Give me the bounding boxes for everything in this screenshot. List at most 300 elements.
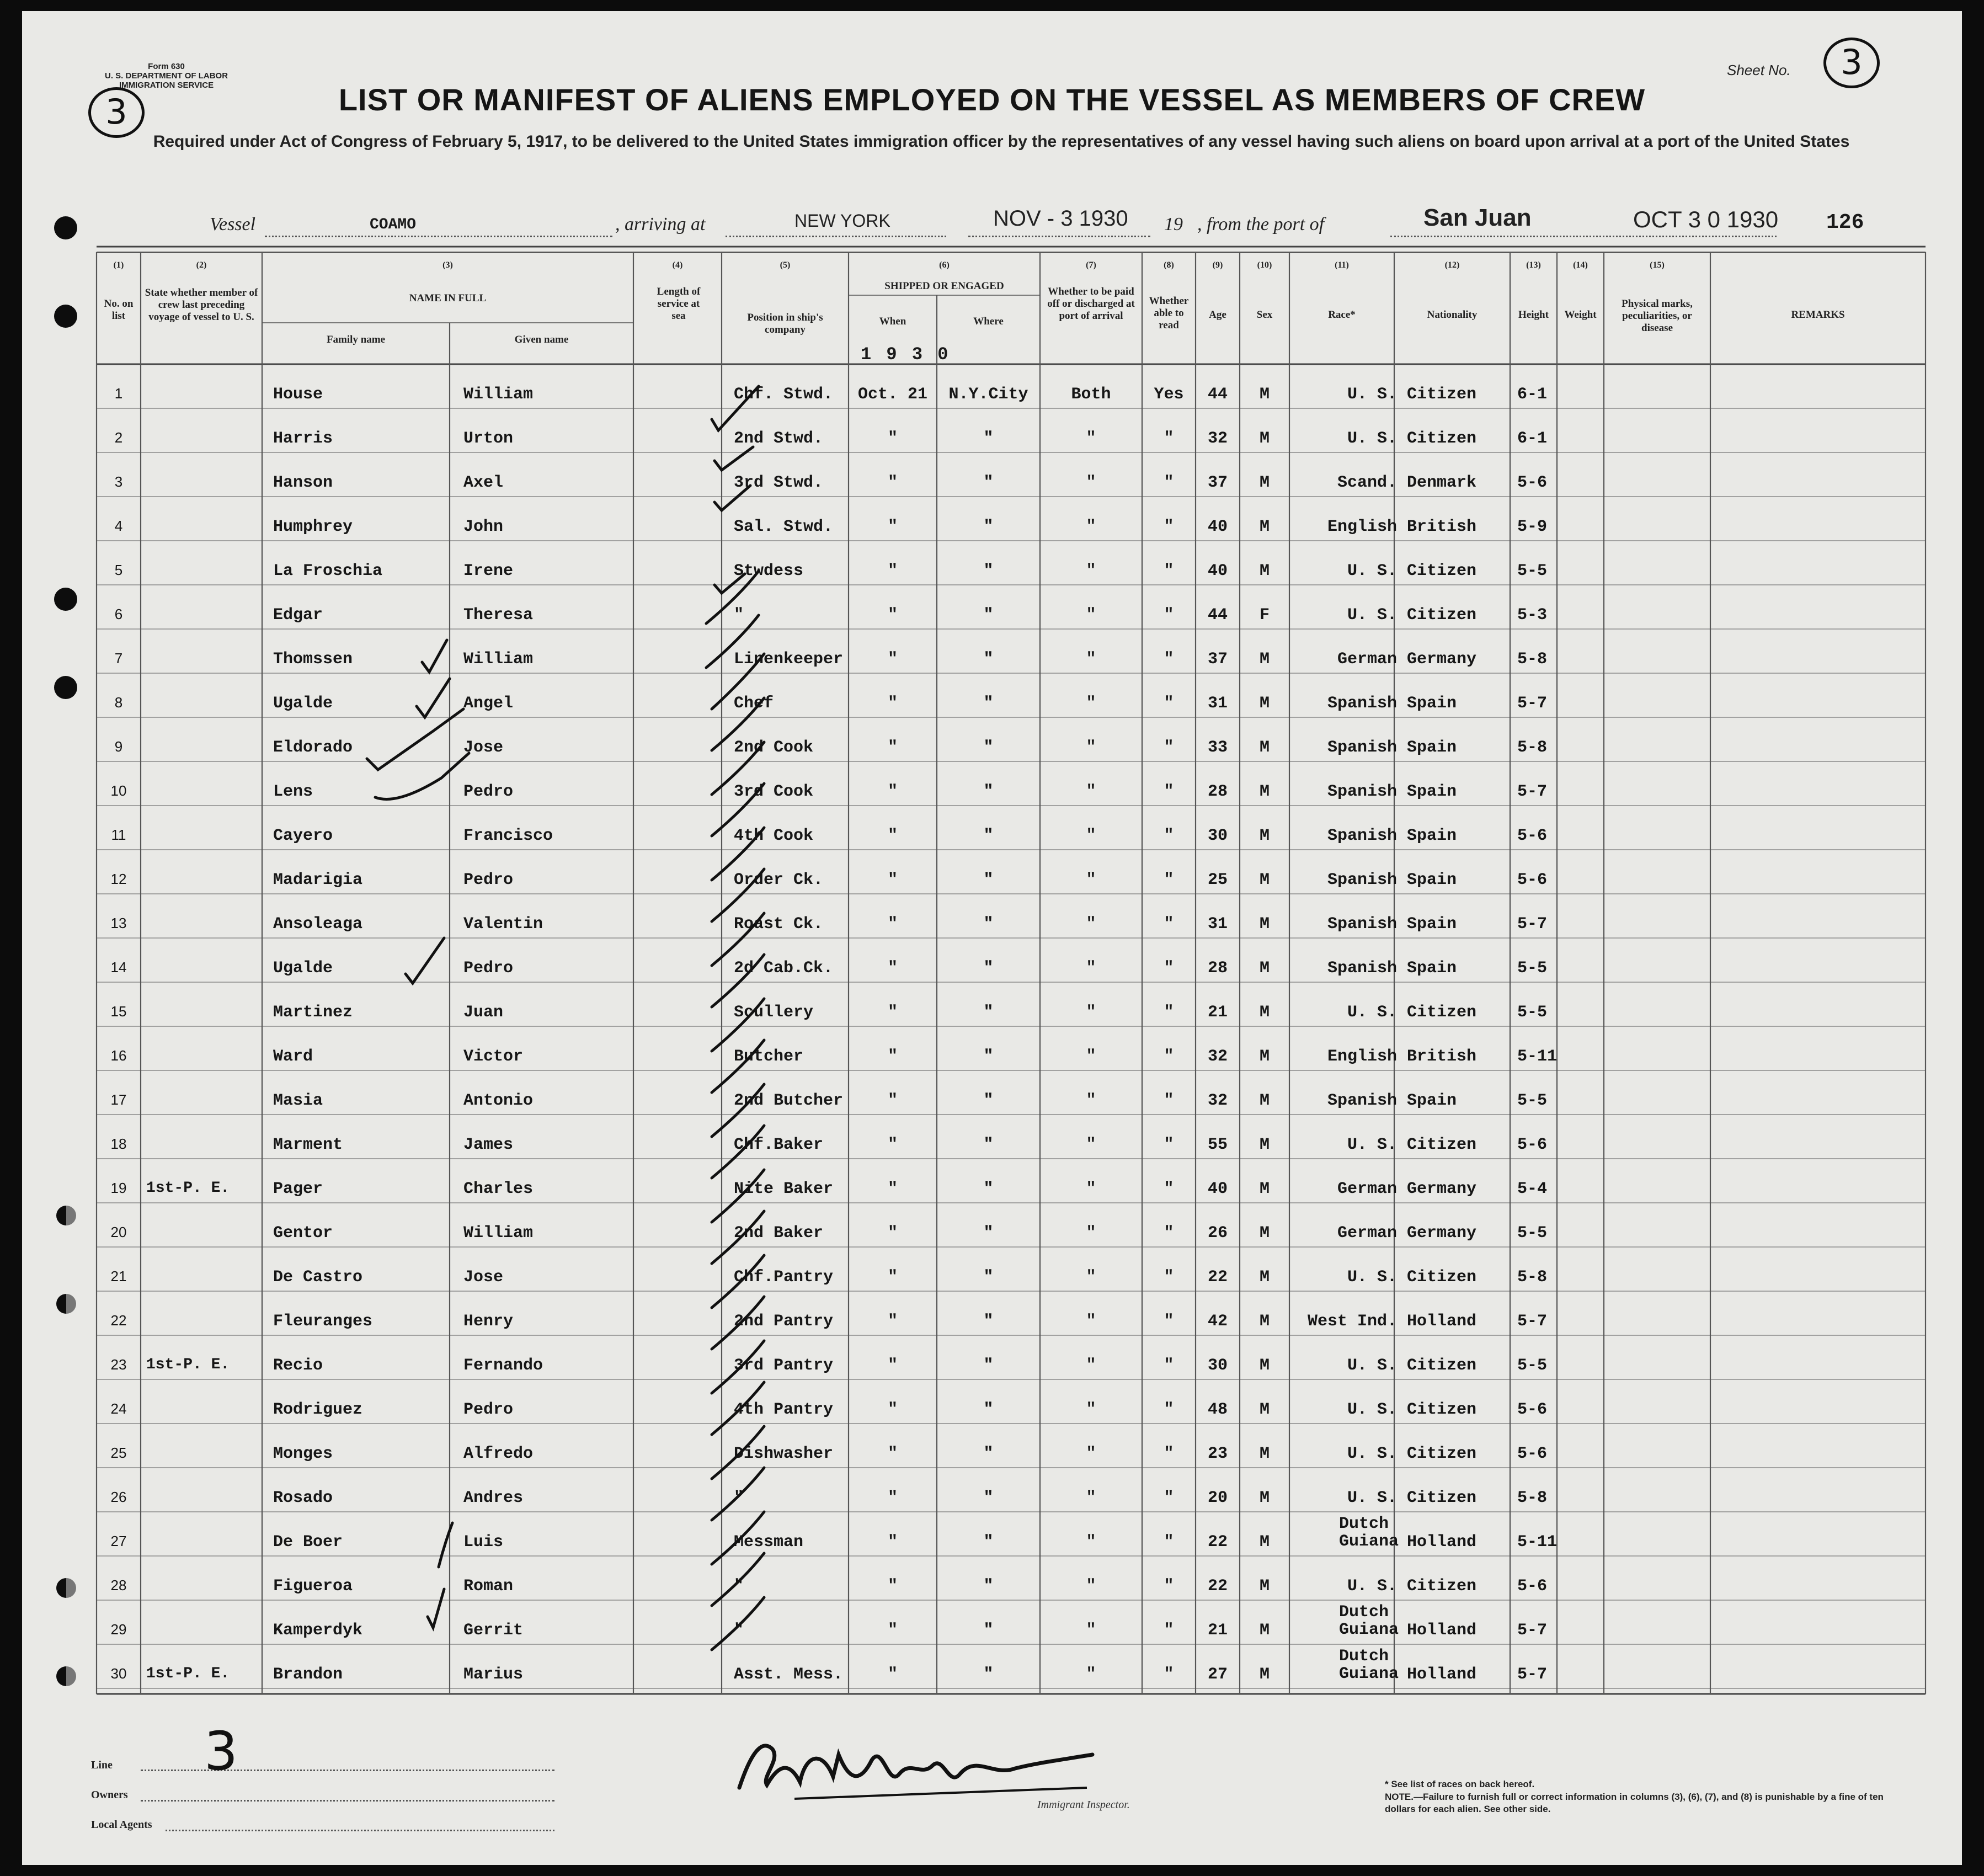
cell-height: 5-6	[1517, 1400, 1548, 1419]
cell-paid: "	[1086, 1224, 1096, 1243]
cell-position: Scullery	[734, 1003, 814, 1022]
cell-age: 32	[1207, 429, 1228, 448]
cell-race: U. S.	[1347, 1445, 1397, 1463]
cell-race: U. S.	[1347, 1489, 1397, 1507]
cell-age: 37	[1207, 473, 1228, 492]
cell-race: Dutch Guiana	[1339, 1515, 1399, 1551]
col-num-11: (11)	[1335, 260, 1349, 270]
cell-position: "	[734, 1489, 744, 1507]
cell-when: "	[887, 650, 898, 669]
cell-height: 5-8	[1517, 1268, 1548, 1287]
cell-sex: M	[1259, 871, 1270, 889]
cell-paid: "	[1086, 1091, 1096, 1110]
cell-height: 5-9	[1517, 518, 1548, 536]
col-header-position: Position in ship's company	[747, 312, 823, 335]
cell-when: "	[887, 1312, 898, 1331]
cell-family: De Boer	[273, 1533, 343, 1552]
cell-read: "	[1164, 1180, 1174, 1198]
cell-nationality: Germany	[1407, 650, 1477, 669]
cell-paid: "	[1086, 694, 1096, 713]
signature-caption: Immigrant Inspector.	[1037, 1799, 1130, 1811]
cell-sex: M	[1259, 1047, 1270, 1066]
cell-read: "	[1164, 562, 1174, 580]
year-label: 19	[1164, 214, 1183, 234]
manifest-page	[22, 11, 1962, 1865]
cell-sex: M	[1259, 1180, 1270, 1198]
cell-nationality: Spain	[1407, 871, 1457, 889]
cell-no: 4	[114, 518, 123, 534]
cell-height: 5-7	[1517, 1621, 1548, 1640]
col-num-1: (1)	[113, 260, 124, 270]
cell-paid: "	[1086, 1621, 1096, 1640]
cell-sex: M	[1259, 650, 1270, 669]
cell-nationality: British	[1407, 1047, 1477, 1066]
cell-where: "	[983, 1489, 994, 1507]
col-num-15: (15)	[1650, 260, 1665, 270]
cell-sex: M	[1259, 429, 1270, 448]
cell-height: 5-3	[1517, 606, 1548, 625]
cell-no: 16	[110, 1047, 127, 1064]
cell-height: 6-1	[1517, 429, 1548, 448]
cell-where: "	[983, 827, 994, 845]
cell-family: La Froschia	[273, 562, 383, 580]
cell-race: Spanish	[1327, 782, 1397, 801]
cell-position: Sal. Stwd.	[734, 518, 834, 536]
cell-paid: "	[1086, 1445, 1096, 1463]
cell-race: German	[1337, 650, 1397, 669]
vessel-label: Vessel	[210, 214, 256, 234]
cell-where: "	[983, 1665, 994, 1684]
cell-sex: M	[1259, 518, 1270, 536]
col-num-14: (14)	[1573, 260, 1588, 270]
col-header-weight: Weight	[1564, 309, 1597, 321]
cell-given: Pedro	[463, 871, 514, 889]
cell-age: 32	[1207, 1047, 1228, 1066]
cell-nationality: Citizen	[1407, 429, 1477, 448]
cell-sex: M	[1259, 1577, 1270, 1596]
cell-no: 1	[114, 385, 123, 402]
cell-where: "	[983, 518, 994, 536]
cell-race: German	[1337, 1180, 1397, 1198]
cell-sex: M	[1259, 473, 1270, 492]
cell-position: Chf. Stwd.	[734, 385, 834, 404]
cell-no: 22	[110, 1312, 127, 1329]
cell-given: Charles	[463, 1180, 534, 1198]
cell-no: 17	[110, 1091, 127, 1108]
cell-read: "	[1164, 1533, 1174, 1552]
cell-when: "	[887, 694, 898, 713]
cell-read: "	[1164, 1312, 1174, 1331]
cell-race: West Ind.	[1307, 1312, 1397, 1331]
cell-age: 40	[1207, 518, 1228, 536]
cell-family: Cayero	[273, 827, 333, 845]
cell-where: N.Y.City	[948, 385, 1028, 404]
cell-nationality: Citizen	[1407, 1445, 1477, 1463]
cell-family: Harris	[273, 429, 333, 448]
cell-height: 5-6	[1517, 871, 1548, 889]
cell-position: Messman	[734, 1533, 804, 1552]
line-underline	[141, 1768, 554, 1771]
cell-read: "	[1164, 1268, 1174, 1287]
cell-paid: "	[1086, 1489, 1096, 1507]
cell-position: Linenkeeper	[734, 650, 844, 669]
cell-no: 21	[110, 1268, 127, 1285]
cell-height: 5-5	[1517, 1003, 1548, 1022]
cell-given: Francisco	[463, 827, 553, 845]
cell-read: "	[1164, 915, 1174, 934]
cell-position: Dishwasher	[734, 1445, 834, 1463]
line-label: Line	[91, 1759, 113, 1771]
cell-given: Theresa	[463, 606, 534, 625]
cell-age: 27	[1207, 1665, 1228, 1684]
cell-race: U. S.	[1347, 385, 1397, 404]
cell-given: Urton	[463, 429, 514, 448]
cell-age: 40	[1207, 1180, 1228, 1198]
cell-race: U. S.	[1347, 1400, 1397, 1419]
cell-when: "	[887, 562, 898, 580]
form-line: U. S. DEPARTMENT OF LABOR	[105, 71, 228, 81]
cell-family: Kamperdyk	[273, 1621, 363, 1640]
cell-race: Spanish	[1327, 694, 1397, 713]
cell-position: 2nd Stwd.	[734, 429, 824, 448]
agents-label: Local Agents	[91, 1819, 152, 1831]
cell-nationality: Holland	[1407, 1621, 1477, 1640]
cell-nationality: British	[1407, 518, 1477, 536]
col-header-name: NAME IN FULL	[409, 292, 487, 304]
cell-given: Valentin	[463, 915, 543, 934]
cell-paid: "	[1086, 1136, 1096, 1154]
cell-age: 23	[1207, 1445, 1228, 1463]
cell-paid: "	[1086, 518, 1096, 536]
cell-when: "	[887, 473, 898, 492]
cell-when: "	[887, 959, 898, 978]
cell-when: "	[887, 915, 898, 934]
cell-where: "	[983, 1224, 994, 1243]
form-line: Form 630	[148, 62, 185, 71]
cell-height: 5-11	[1517, 1533, 1558, 1552]
cell-family: Figueroa	[273, 1577, 353, 1596]
cell-given: Irene	[463, 562, 514, 580]
cell-position: 2nd Cook	[734, 738, 814, 757]
agents-underline	[166, 1829, 554, 1831]
cell-sex: M	[1259, 1621, 1270, 1640]
col-num-10: (10)	[1257, 260, 1272, 270]
cell-family: Martinez	[273, 1003, 353, 1022]
arrival-date-stamp: NOV - 3 1930	[993, 206, 1128, 231]
cell-no: 11	[111, 827, 126, 843]
cell-family: Masia	[273, 1091, 323, 1110]
vessel-name: COAMO	[370, 216, 417, 233]
col-header-read: Whether able to read	[1149, 295, 1189, 331]
cell-when: "	[887, 1489, 898, 1507]
cell-given: Henry	[463, 1312, 514, 1331]
cell-height: 5-4	[1517, 1180, 1548, 1198]
cell-where: "	[983, 738, 994, 757]
col-num-3: (3)	[442, 260, 453, 270]
cell-where: "	[983, 1400, 994, 1419]
cell-height: 5-8	[1517, 1489, 1548, 1507]
cell-when: "	[887, 1136, 898, 1154]
col-header-no: No. on list	[104, 298, 134, 322]
cell-nationality: Citizen	[1407, 1003, 1477, 1022]
cell-age: 28	[1207, 959, 1228, 978]
cell-read: "	[1164, 1621, 1174, 1640]
cell-age: 30	[1207, 1356, 1228, 1375]
cell-race: U. S.	[1347, 1003, 1397, 1022]
col-header-family-name: Family name	[326, 334, 386, 345]
cell-given: Marius	[463, 1665, 524, 1684]
cell-height: 5-8	[1517, 650, 1548, 669]
cell-read: "	[1164, 1445, 1174, 1463]
cell-race: U. S.	[1347, 1356, 1397, 1375]
col-num-12: (12)	[1444, 260, 1460, 270]
col-num-2: (2)	[196, 260, 207, 270]
cell-when: "	[887, 1533, 898, 1552]
cell-race: U. S.	[1347, 606, 1397, 625]
cell-where: "	[983, 429, 994, 448]
col-header-height: Height	[1518, 309, 1549, 321]
cell-paid: "	[1086, 1268, 1096, 1287]
cell-no: 8	[114, 694, 123, 711]
cell-nationality: Denmark	[1407, 473, 1477, 492]
cell-where: "	[983, 1621, 994, 1640]
cell-race: Dutch Guiana	[1339, 1603, 1399, 1639]
cell-given: Andres	[463, 1489, 524, 1507]
line-value: 3	[204, 1720, 238, 1782]
cell-family: Ward	[273, 1047, 313, 1066]
cell-sex: M	[1259, 694, 1270, 713]
cell-nationality: Citizen	[1407, 385, 1477, 404]
cell-height: 5-7	[1517, 915, 1548, 934]
cell-paid: "	[1086, 827, 1096, 845]
cell-position: Roast Ck.	[734, 915, 824, 934]
cell-read: "	[1164, 1091, 1174, 1110]
col-num-7: (7)	[1086, 260, 1096, 270]
cell-paid: "	[1086, 1577, 1096, 1596]
cell-age: 25	[1207, 871, 1228, 889]
cell-family: Ugalde	[273, 694, 333, 713]
cell-where: "	[983, 1268, 994, 1287]
cell-when: Oct. 21	[857, 385, 928, 404]
cell-given: Jose	[463, 1268, 504, 1287]
cell-read: "	[1164, 959, 1174, 978]
cell-no: 6	[114, 606, 123, 622]
sheet-label: Sheet No.	[1727, 62, 1791, 78]
cell-family: Monges	[273, 1445, 333, 1463]
cell-sex: M	[1259, 1533, 1270, 1552]
cell-given: Victor	[463, 1047, 524, 1066]
cell-position: Stwdess	[734, 562, 804, 580]
col-num-9: (9)	[1212, 260, 1223, 270]
cell-given: Fernando	[463, 1356, 543, 1375]
col-header-where: Where	[973, 316, 1004, 327]
cell-sex: M	[1259, 1665, 1270, 1684]
cell-age: 22	[1207, 1533, 1228, 1552]
cell-race: Spanish	[1327, 915, 1397, 934]
cell-no: 3	[114, 473, 123, 490]
cell-nationality: Holland	[1407, 1533, 1477, 1552]
cell-no: 5	[114, 562, 123, 578]
cell-where: "	[983, 1180, 994, 1198]
cell-sex: M	[1259, 562, 1270, 580]
cell-read: "	[1164, 1356, 1174, 1375]
cell-family: Rodriguez	[273, 1400, 363, 1419]
cell-prev: 1st-P. E.	[146, 1180, 230, 1197]
cell-where: "	[983, 1091, 994, 1110]
cell-read: "	[1164, 473, 1174, 492]
cell-age: 22	[1207, 1268, 1228, 1287]
cell-where: "	[983, 562, 994, 580]
cell-when: "	[887, 1180, 898, 1198]
cell-nationality: Citizen	[1407, 1577, 1477, 1596]
cell-nationality: Spain	[1407, 959, 1457, 978]
cell-age: 22	[1207, 1577, 1228, 1596]
col-header-shipped: SHIPPED OR ENGAGED	[884, 280, 1004, 292]
cell-height: 5-11	[1517, 1047, 1558, 1066]
cell-read: "	[1164, 827, 1174, 845]
owners-label: Owners	[91, 1789, 128, 1801]
from-port-label: , from the port of	[1197, 214, 1325, 234]
cell-sex: M	[1259, 782, 1270, 801]
page-number: 126	[1826, 211, 1864, 234]
form-line: IMMIGRATION SERVICE	[119, 81, 214, 90]
col-num-8: (8)	[1164, 260, 1174, 270]
cell-given: Jose	[463, 738, 504, 757]
cell-nationality: Holland	[1407, 1665, 1477, 1684]
cell-paid: "	[1086, 1312, 1096, 1331]
cell-when: "	[887, 1445, 898, 1463]
cell-family: Rosado	[273, 1489, 333, 1507]
cell-given: Luis	[463, 1533, 504, 1552]
cell-age: 28	[1207, 782, 1228, 801]
cell-read: "	[1164, 429, 1174, 448]
cell-position: 2d Cab.Ck.	[734, 959, 834, 978]
signature	[728, 1722, 1126, 1810]
cell-height: 5-5	[1517, 562, 1548, 580]
cell-where: "	[983, 1445, 994, 1463]
cell-no: 14	[110, 959, 127, 976]
cell-family: Eldorado	[273, 738, 353, 757]
cell-height: 5-5	[1517, 1356, 1548, 1375]
cell-sex: M	[1259, 1268, 1270, 1287]
cell-nationality: Citizen	[1407, 1489, 1477, 1507]
cell-no: 26	[110, 1489, 127, 1505]
cell-height: 5-6	[1517, 827, 1548, 845]
cell-race: German	[1337, 1224, 1397, 1243]
owners-underline	[141, 1799, 554, 1802]
cell-family: Pager	[273, 1180, 323, 1198]
cell-read: "	[1164, 1003, 1174, 1022]
cell-paid: "	[1086, 429, 1096, 448]
cell-paid: "	[1086, 1003, 1096, 1022]
cell-no: 15	[110, 1003, 127, 1020]
cell-given: Juan	[463, 1003, 504, 1022]
cell-age: 44	[1207, 606, 1228, 625]
cell-family: House	[273, 385, 323, 404]
cell-age: 31	[1207, 694, 1228, 713]
cell-nationality: Citizen	[1407, 1136, 1477, 1154]
cell-sex: M	[1259, 1003, 1270, 1022]
col-header-sex: Sex	[1256, 309, 1273, 321]
cell-position: "	[734, 1621, 744, 1640]
col-num-6: (6)	[939, 260, 950, 270]
cell-age: 48	[1207, 1400, 1228, 1419]
cell-age: 21	[1207, 1003, 1228, 1022]
cell-where: "	[983, 1533, 994, 1552]
cell-read: "	[1164, 606, 1174, 625]
cell-age: 20	[1207, 1489, 1228, 1507]
races-footnote: * See list of races on back hereof.	[1385, 1779, 1535, 1789]
cell-no: 18	[110, 1136, 127, 1152]
cell-race: Dutch Guiana	[1339, 1647, 1399, 1683]
cell-nationality: Spain	[1407, 915, 1457, 934]
cell-when: "	[887, 1003, 898, 1022]
cell-race: English	[1327, 1047, 1397, 1066]
cell-paid: "	[1086, 1180, 1096, 1198]
col-header-race: Race*	[1328, 309, 1356, 321]
cell-where: "	[983, 694, 994, 713]
col-header-physical-marks: Physical marks, peculiarities, or disease	[1622, 298, 1693, 334]
cell-sex: M	[1259, 1445, 1270, 1463]
cell-nationality: Spain	[1407, 738, 1457, 757]
cell-position: 4th Pantry	[734, 1400, 834, 1419]
from-port: San Juan	[1423, 204, 1532, 231]
cell-nationality: Citizen	[1407, 562, 1477, 580]
cell-height: 6-1	[1517, 385, 1548, 404]
cell-where: "	[983, 1047, 994, 1066]
cell-nationality: Spain	[1407, 1091, 1457, 1110]
cell-position: Chf.Pantry	[734, 1268, 834, 1287]
cell-sex: M	[1259, 1312, 1270, 1331]
cell-paid: Both	[1071, 385, 1111, 404]
cell-when: "	[887, 1356, 898, 1375]
cell-given: Pedro	[463, 1400, 514, 1419]
cell-when: "	[887, 1400, 898, 1419]
cell-height: 5-6	[1517, 1577, 1548, 1596]
cell-race: U. S.	[1347, 562, 1397, 580]
cell-prev: 1st-P. E.	[146, 1356, 230, 1373]
cell-height: 5-5	[1517, 959, 1548, 978]
cell-paid: "	[1086, 959, 1096, 978]
cell-where: "	[983, 1577, 994, 1596]
cell-nationality: Spain	[1407, 827, 1457, 845]
cell-when: "	[887, 1577, 898, 1596]
cell-paid: "	[1086, 738, 1096, 757]
cell-sex: M	[1259, 1136, 1270, 1154]
cell-position: 2nd Pantry	[734, 1312, 834, 1331]
cell-sex: M	[1259, 1489, 1270, 1507]
cell-race: Spanish	[1327, 1091, 1397, 1110]
cell-read: "	[1164, 1665, 1174, 1684]
col-header-given-name: Given name	[514, 334, 569, 345]
cell-paid: "	[1086, 473, 1096, 492]
cell-where: "	[983, 782, 994, 801]
cell-position: "	[734, 1577, 744, 1596]
cell-age: 42	[1207, 1312, 1228, 1331]
departure-date-stamp: OCT 3 0 1930	[1633, 206, 1779, 232]
col-header-when: When	[879, 316, 906, 327]
cell-race: U. S.	[1347, 1136, 1397, 1154]
cell-given: John	[463, 518, 504, 536]
cell-sex: M	[1259, 738, 1270, 757]
cell-where: "	[983, 871, 994, 889]
year-stamp: 1 9 3 0	[861, 344, 951, 365]
cell-height: 5-7	[1517, 1665, 1548, 1684]
cell-position: 3rd Stwd.	[734, 473, 824, 492]
penalty-note: NOTE.—Failure to furnish full or correct information in columns (3), (6), (7), and (8) is punishable by a fine of ten dollars for each alien. See other side.	[1385, 1792, 1884, 1814]
cell-read: "	[1164, 738, 1174, 757]
cell-when: "	[887, 1268, 898, 1287]
